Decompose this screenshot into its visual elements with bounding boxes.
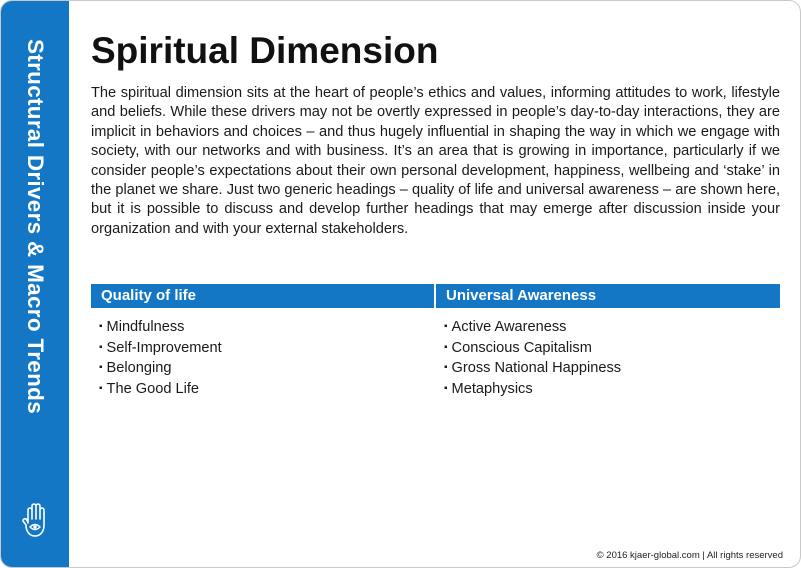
list-item: ▪ Self-Improvement (99, 338, 222, 359)
copyright-footer: © 2016 kjaer-global.com | All rights reserved (596, 550, 783, 561)
list-item: ▪ Belonging (99, 358, 222, 379)
intro-paragraph: The spiritual dimension sits at the heart of people’s ethics and values, informing attitudes to work, lifestyle and beliefs. While these drivers may not be overtly expressed in people’s day-to-day interactions, they are implicit in behaviors and choices – and thus hugely influential in shaping the way in which we engage with society, with our networks and with business. It’s an area that is growing in importance, particularly if we consider people’s expectations about their own personal development, happiness, wellbeing and ‘stake’ in the planet we share. Just two generic headings – quality of life and universal awareness – are shown here, but it is possible to discuss and develop further headings that may emerge after discussion inside your organization and with your external stakeholders. (91, 85, 780, 237)
quality-of-life-list (99, 317, 222, 399)
column-heading-quality-of-life: Quality of life (91, 284, 434, 308)
sidebar (1, 1, 69, 567)
list-item: ▪ Conscious Capitalism (444, 338, 621, 359)
list-item: ▪ Gross National Happiness (444, 358, 621, 379)
hamsa-hand-icon (21, 501, 49, 539)
column-heading-universal-awareness: Universal Awareness (436, 284, 780, 308)
sidebar-title: Structural Drivers & Macro Trends (23, 39, 48, 415)
list-item: ▪ The Good Life (99, 379, 222, 400)
list-item: ▪ Active Awareness (444, 317, 621, 338)
universal-awareness-list (444, 317, 621, 399)
page-title: Spiritual Dimension (91, 30, 439, 71)
list-item: ▪ Mindfulness (99, 317, 222, 338)
list-item: ▪ Metaphysics (444, 379, 621, 400)
